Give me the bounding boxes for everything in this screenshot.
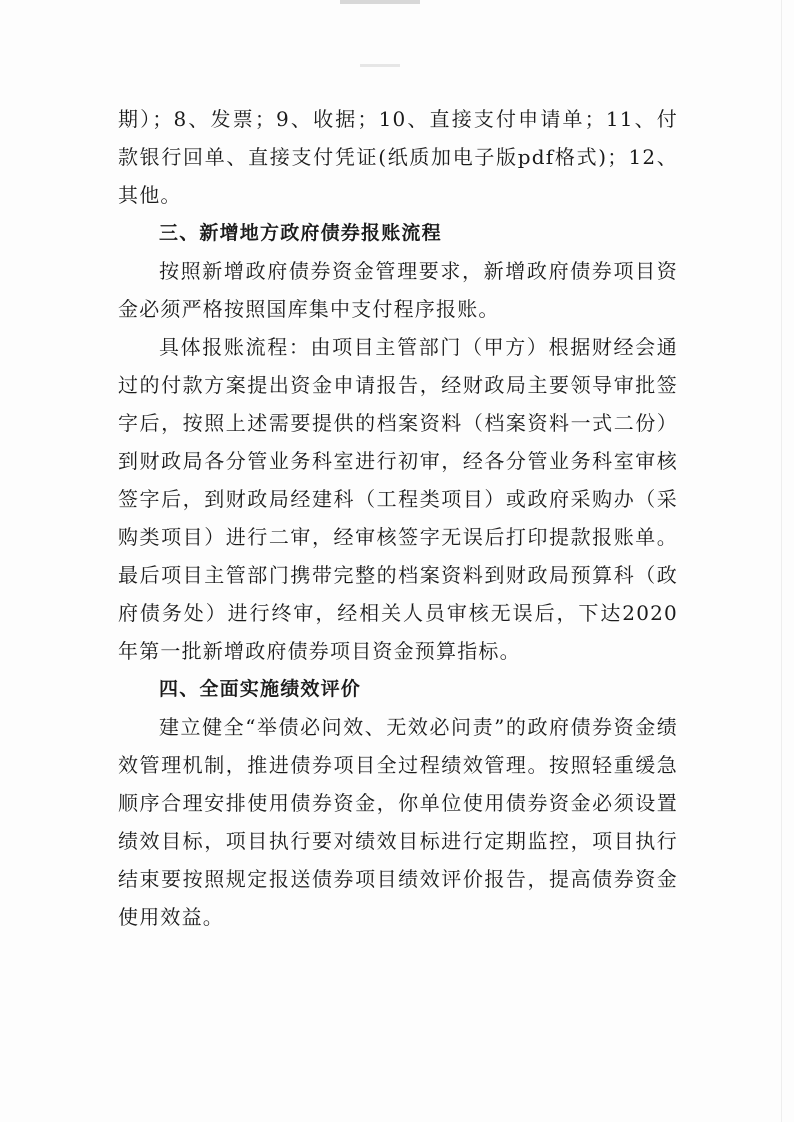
- scan-artifact: [360, 64, 400, 67]
- document-body: [118, 100, 678, 936]
- section-heading-4: 四、全面实施绩效评价: [159, 678, 362, 700]
- paragraph: 建立健全“举债必问效、无效必问责”的政府债券资金绩效管理机制，推进债券项目全过程绩效管理。按照轻重缓急顺序合理安排使用债券资金，你单位使用债券资金必须设置绩效目标，项目执行要对绩效目标进行定期监控，项目执行结束要按照规定报送债券项目绩效评价报告，提高债券资金使用效益。: [118, 715, 678, 929]
- paragraph: 按照新增政府债券资金管理要求，新增政府债券项目资金必须严格按照国库集中支付程序报账。: [118, 259, 678, 321]
- paragraph-continuation: 期）；8、发票；9、收据；10、直接支付申请单；11、付款银行回单、直接支付凭证(纸质加电子版pdf格式)；12、其他。: [118, 107, 678, 207]
- section-heading-3: 三、新增地方政府债券报账流程: [159, 222, 442, 244]
- paragraph: 具体报账流程：由项目主管部门（甲方）根据财经会通过的付款方案提出资金申请报告，经财政局主要领导审批签字后，按照上述需要提供的档案资料（档案资料一式二份）到财政局各分管业务科室进行初审，经各分管业务科室审核签字后，到财政局经建科（工程类项目）或政府采购办（采购类项目）进行二审，经审核签字无误后打印提款报账单。最后项目主管部门携带完整的档案资料到财政局预算科（政府债务处）进行终审，经相关人员审核无误后，下达2020年第一批新增政府债券项目资金预算指标。: [118, 335, 678, 663]
- scan-artifact: [340, 0, 420, 4]
- scan-edge: [781, 0, 782, 1122]
